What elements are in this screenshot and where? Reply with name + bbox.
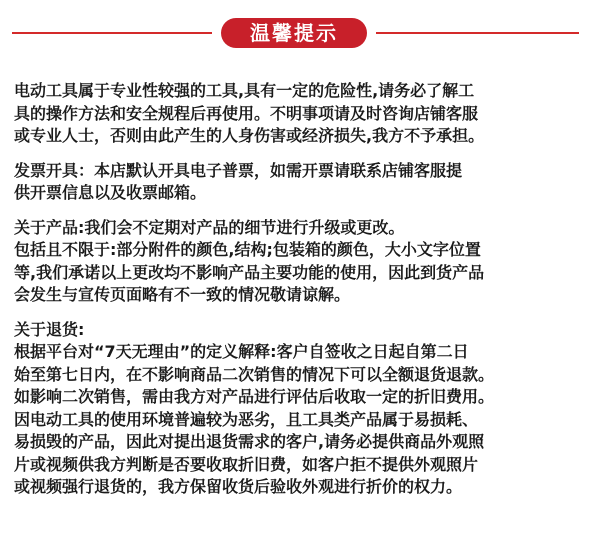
notice-title: 温馨提示 [221,18,367,48]
text-line: 等,我们承诺以上更改均不影响产品主要功能的使用，因此到货产品 [14,262,485,282]
header-rule-right [376,32,579,34]
text-line: 如影响二次销售，需由我方对产品进行评估后收取一定的折旧费用。 [14,387,495,406]
notice-header [0,18,591,48]
header-rule-left [12,32,212,34]
text-line: 根据平台对“7天无理由”的定义解释:客户自签收之日起自第二日 [14,342,469,361]
invoice-paragraph [14,160,580,205]
text-line: 具的操作方法和安全规程后再使用。不明事项请及时咨询店铺客服 [14,103,479,123]
text-line: 会发生与宣传页面略有不一致的情况敬请谅解。 [14,285,351,304]
text-line: 或视频强行退货的，我方保留收货后验收外观进行折价的权力。 [14,477,463,496]
notice-body [14,80,580,511]
text-line: 包括且不限于:部分附件的颜色,结构;包装箱的颜色，大小文字位置 [14,240,481,259]
text-line: 发票开具：本店默认开具电子普票，如需开票请联系店铺客服提 [14,160,463,180]
text-line: 电动工具属于专业性较强的工具,具有一定的危险性,请务必了解工 [14,81,475,100]
text-line: 关于退货: [14,319,85,339]
text-line: 片或视频供我方判断是否要收取折旧费，如客户拒不提供外观照片 [14,454,479,474]
text-line: 关于产品:我们会不定期对产品的细节进行升级或更改。 [14,217,405,237]
text-line: 或专业人士，否则由此产生的人身伤害或经济损失,我方不予承担。 [14,126,485,145]
text-line: 供开票信息以及收票邮箱。 [14,183,207,202]
text-line: 因电动工具的使用环境普遍较为恶劣，且工具类产品属于易损耗、 [14,409,479,429]
return-policy-paragraph [14,319,580,499]
text-line: 始至第七日内，在不影响商品二次销售的情况下可以全额退货退款。 [14,364,495,384]
text-line: 易损毁的产品，因此对提出退货需求的客户,请务必提供商品外观照 [14,432,485,451]
safety-notice-paragraph [14,80,580,148]
product-paragraph [14,217,580,307]
